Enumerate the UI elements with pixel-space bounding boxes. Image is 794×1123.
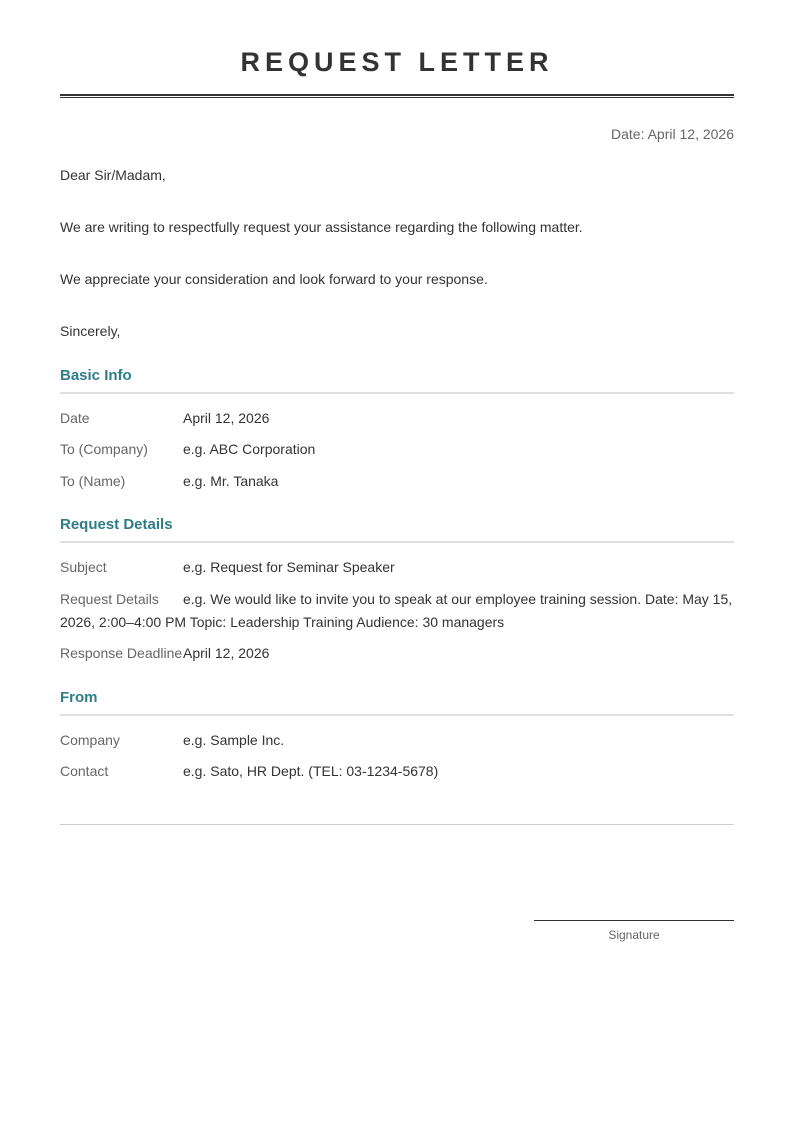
field-row-subject [60, 556, 734, 579]
section-title-basic-info: Basic Info [60, 367, 132, 384]
field-label: To (Company) [60, 441, 148, 457]
field-row-response-deadline [60, 642, 734, 665]
letter-title: REQUEST LETTER [240, 47, 554, 77]
field-value: e.g. ABC Corporation [183, 441, 316, 457]
field-value: April 12, 2026 [183, 410, 270, 426]
field-label: Company [60, 732, 120, 748]
field-value: e.g. Sato, HR Dept. (TEL: 03-1234-5678) [183, 763, 439, 779]
field-label: Subject [60, 559, 107, 575]
field-row-date [60, 407, 734, 430]
field-label: Date [60, 410, 90, 426]
field-value: e.g. Sample Inc. [183, 732, 285, 748]
field-row-request-details [60, 588, 734, 634]
field-value: e.g. Mr. Tanaka [183, 473, 279, 489]
field-row-to-name [60, 470, 734, 493]
signature-label: Signature [608, 928, 660, 942]
field-value: e.g. Request for Seminar Speaker [183, 559, 395, 575]
field-label: Request Details [60, 591, 159, 607]
field-label: To (Name) [60, 473, 126, 489]
field-label: Response Deadline [60, 645, 183, 661]
intro-paragraph: We are writing to respectfully request your assistance regarding the following matter. [60, 219, 583, 235]
section-title-from: From [60, 689, 98, 706]
field-label: Contact [60, 763, 109, 779]
section-divider [60, 714, 734, 716]
section-divider [60, 392, 734, 394]
field-value: e.g. We would like to invite you to speak at our employee training session. Date: May 15, 2026, 2:00–4:00 PM Topic: Leadership Training Audience: 30 managers [60, 591, 733, 630]
section-divider [60, 541, 734, 543]
section-title-request-details: Request Details [60, 516, 173, 533]
signature-line [534, 920, 734, 921]
appreciation-paragraph: We appreciate your consideration and look forward to your response. [60, 271, 488, 287]
title-divider [60, 94, 734, 98]
field-row-company [60, 729, 734, 752]
letter-date: Date: April 12, 2026 [611, 126, 734, 142]
field-row-contact [60, 760, 734, 783]
field-value: April 12, 2026 [183, 645, 270, 661]
closing: Sincerely, [60, 323, 121, 339]
footer-divider [60, 824, 734, 825]
salutation: Dear Sir/Madam, [60, 167, 166, 183]
field-row-to-company [60, 438, 734, 461]
